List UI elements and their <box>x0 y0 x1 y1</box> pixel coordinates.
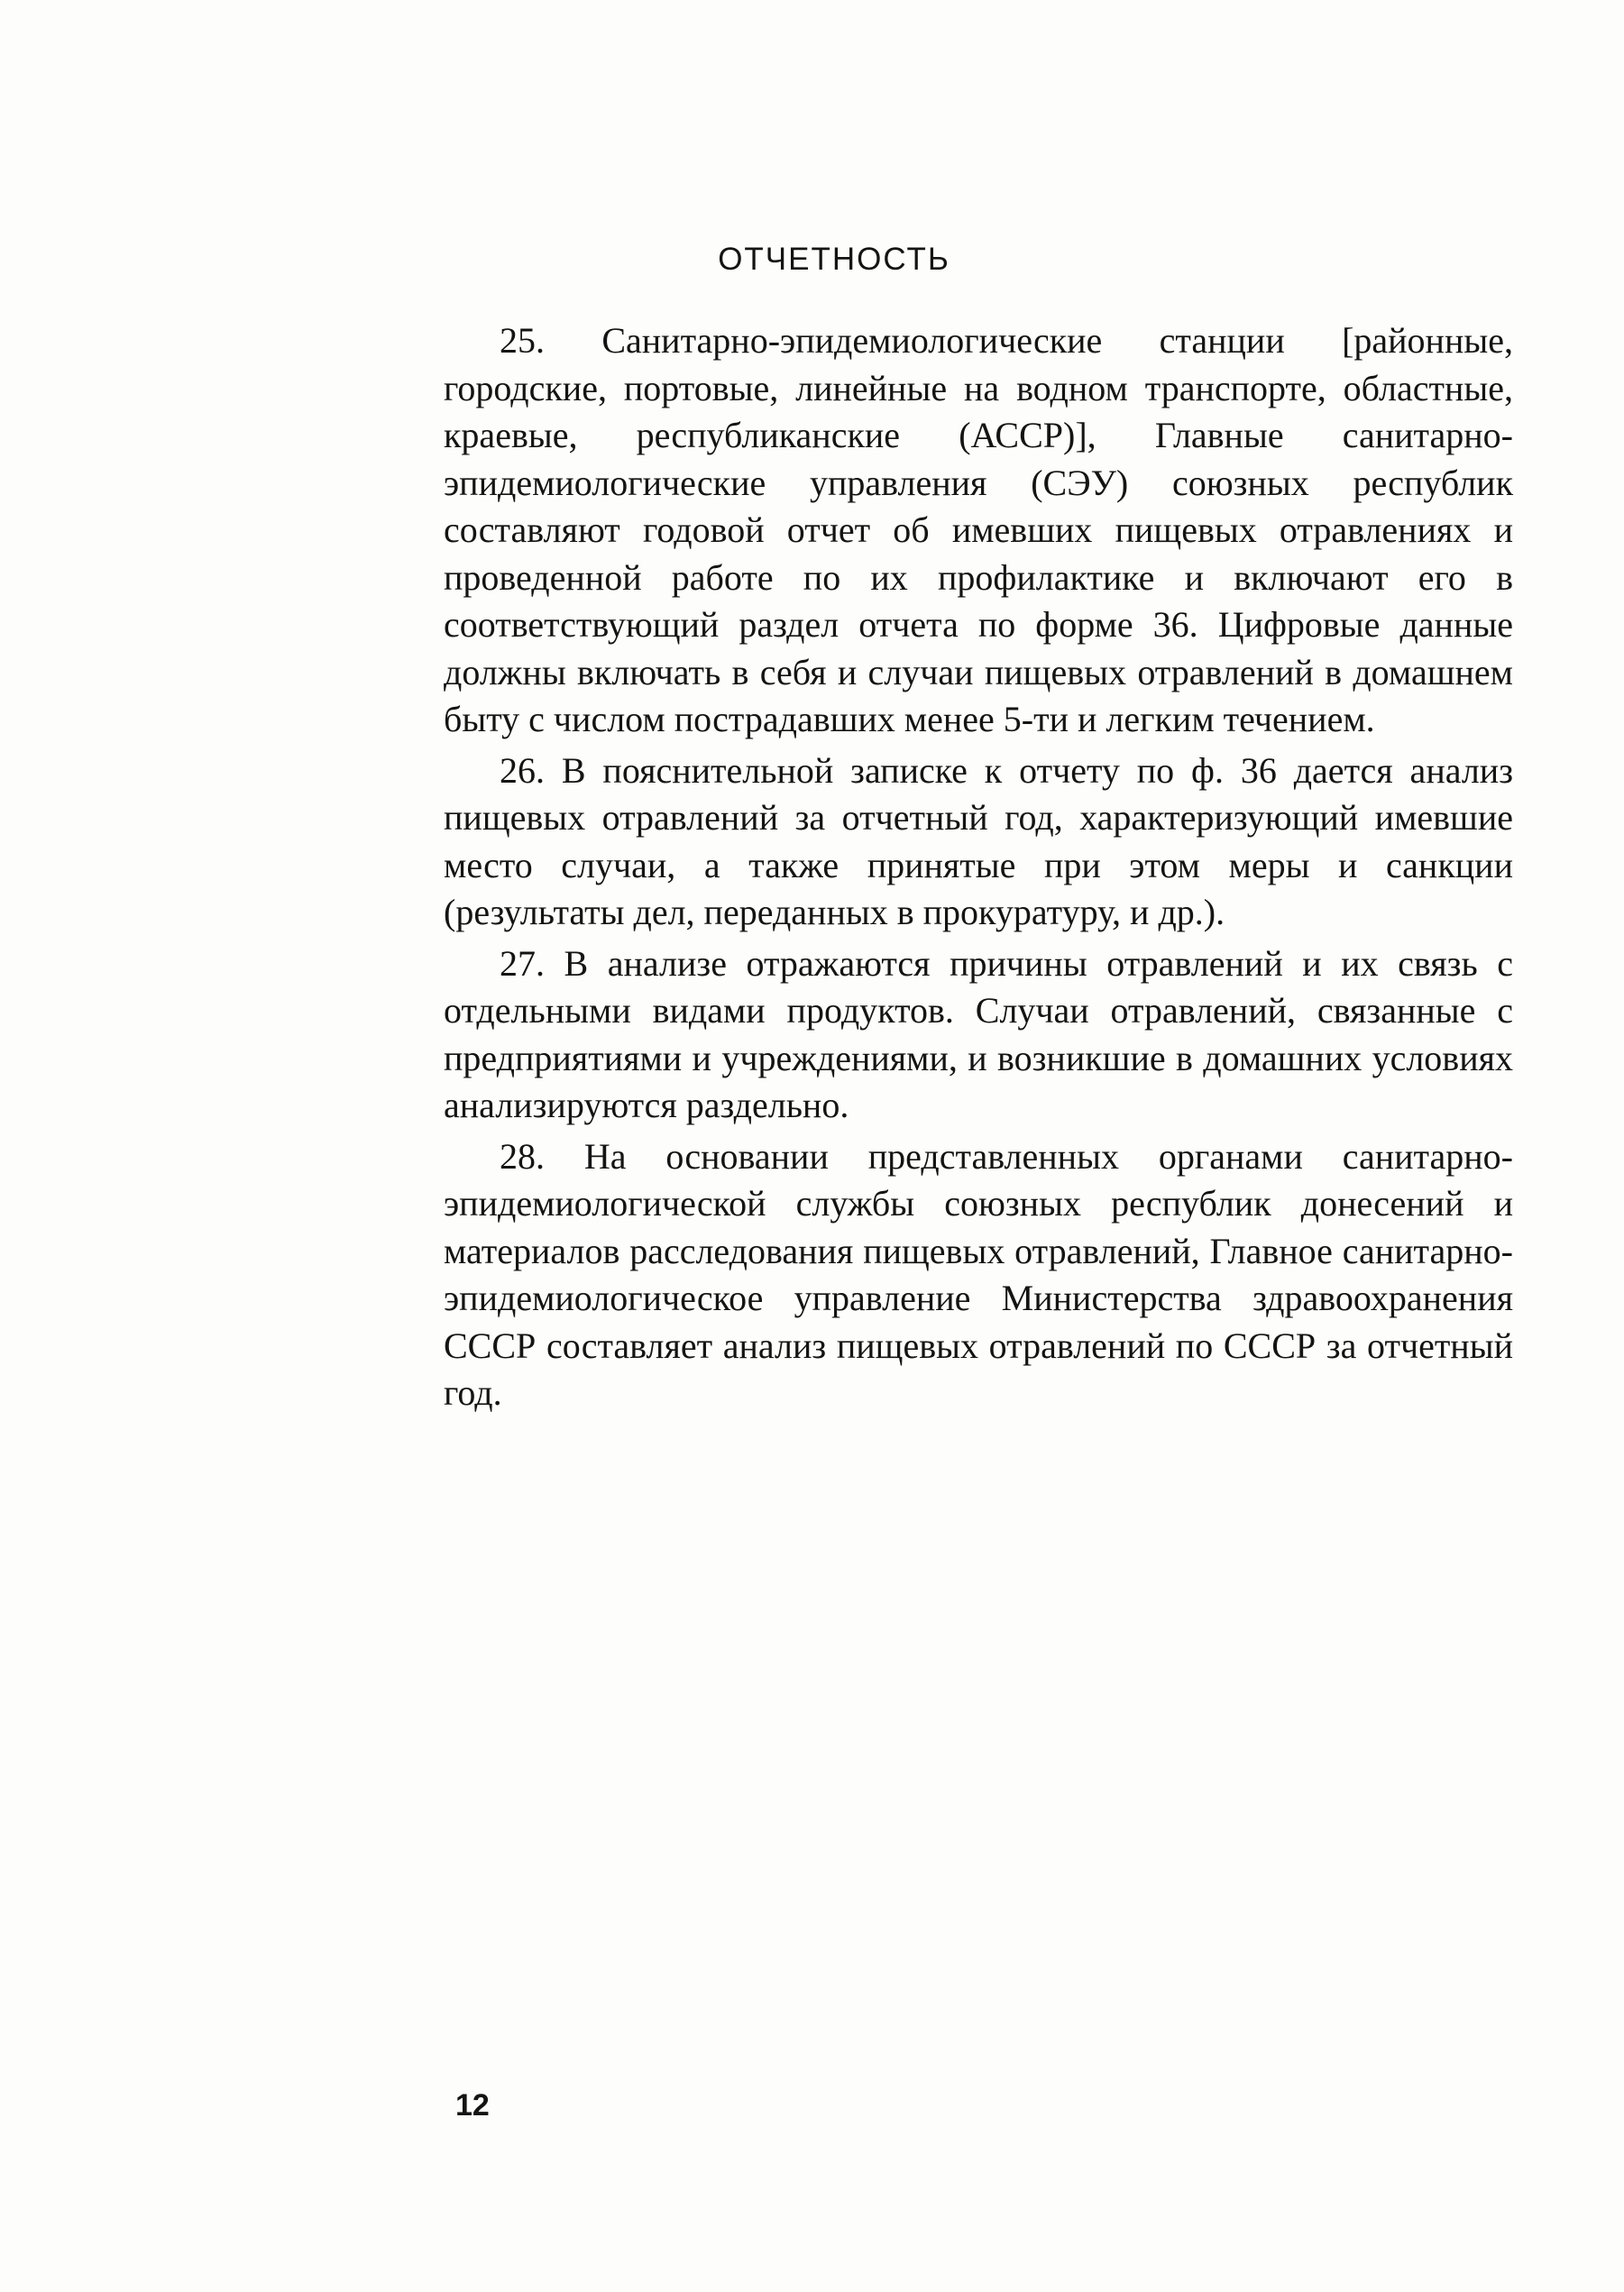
body-text <box>444 317 1513 1421</box>
paragraph-26: 26. В пояснительной записке к отчету по ф. 36 дается анализ пищевых отравлений за отчетный год, характеризующий имевшие место случаи, а также принятые при этом меры и санкции (результаты дел, переданных в прокуратуру, и др.). <box>444 749 1513 932</box>
section-heading: ОТЧЕТНОСТЬ <box>718 242 950 277</box>
paragraph-28: 28. На основании представленных органами санитарно-эпидемиологической службы союзных республик донесений и материалов расследования пищевых отравлений, Главное санитарно-эпидемиологическое управление Министерства здравоохранения СССР составляет анализ пищевых отравлений по СССР за отчетный год. <box>444 1135 1513 1413</box>
page-number: 12 <box>455 2088 490 2122</box>
paragraph-25: 25. Санитарно-эпидемиологические станции [районные, городские, портовые, линейные на водном транспорте, областные, краевые, республиканские (АССР)], Главные санитарно-эпидемиологические управления (СЭУ) союзных республик составляют годовой отчет об имевших пищевых отравлениях и проведенной работе по их профилактике и включают его в соответствующий раздел отчета по форме 36. Цифровые данные должны включать в себя и случаи пищевых отравлений в домашнем быту с числом пострадавших менее 5-ти и легким течением. <box>444 320 1513 739</box>
paragraph-27: 27. В анализе отражаются причины отравлений и их связь с отдельными видами продуктов. Случаи отравлений, связанные с предприятиями и учреждениями, и возникшие в домашних условиях анализируются раздельно. <box>444 942 1513 1125</box>
